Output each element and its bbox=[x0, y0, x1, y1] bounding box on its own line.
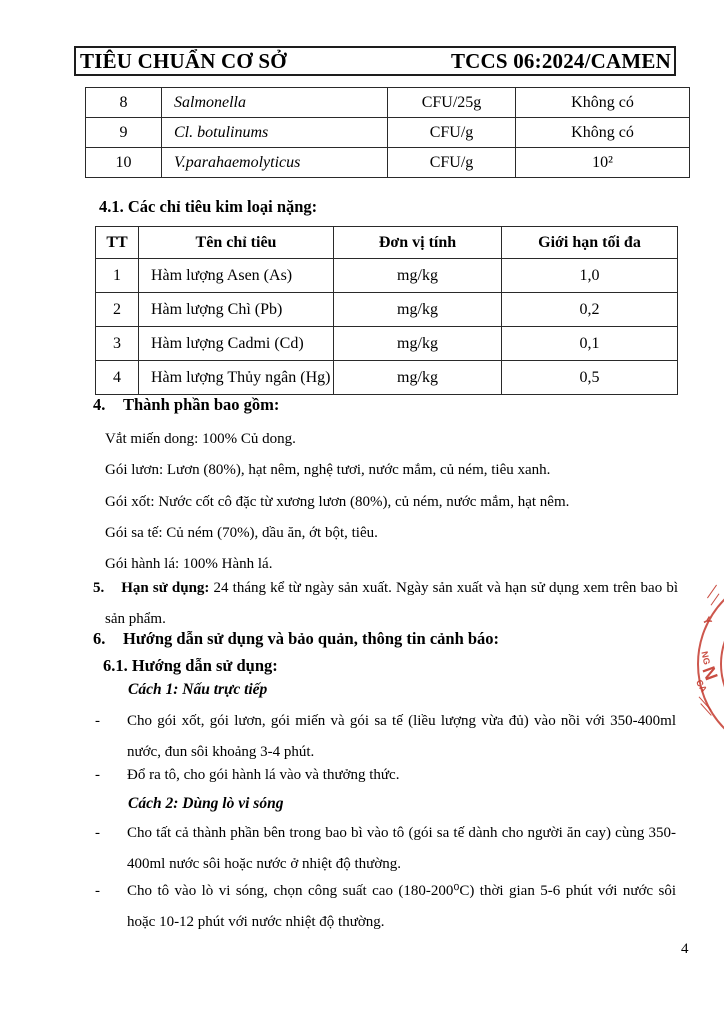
heading-6 bbox=[93, 629, 499, 649]
cell-limit: 0,1 bbox=[502, 327, 678, 361]
cell-unit: mg/kg bbox=[334, 327, 502, 361]
dash-bullet: - bbox=[95, 767, 100, 783]
seal-letter: NG bbox=[699, 650, 713, 666]
cell-tt: 1 bbox=[96, 259, 139, 293]
header-criterion: Tên chỉ tiêu bbox=[139, 227, 334, 259]
bullet-item bbox=[95, 706, 676, 767]
cell-limit: 0,2 bbox=[502, 293, 678, 327]
table-row bbox=[86, 118, 690, 148]
heading-4-1: 4.1. Các chỉ tiêu kim loại nặng: bbox=[99, 197, 318, 216]
cell-tt: 9 bbox=[86, 118, 162, 148]
bullet-text: Cho tô vào lò vi sóng, chọn công suất cao (180-200⁰C) thời gian 5-6 phút với nước sôi hoặc 10-12 phút với nước nhiệt độ thường. bbox=[127, 883, 676, 930]
list-item: Gói sa tế: Củ ném (70%), dầu ăn, ớt bột, tiêu. bbox=[105, 524, 378, 541]
dash-bullet: - bbox=[95, 713, 100, 729]
company-seal-fragment bbox=[694, 577, 724, 743]
dash-bullet: - bbox=[95, 825, 100, 841]
header-limit: Giới hạn tối đa bbox=[502, 227, 678, 259]
table-row bbox=[86, 88, 690, 118]
microbiology-table bbox=[85, 87, 690, 178]
cell-unit: CFU/g bbox=[388, 148, 516, 178]
table-row bbox=[96, 327, 678, 361]
cell-limit: Không có bbox=[516, 118, 690, 148]
standard-code: TCCS 06:2024/CAMEN bbox=[450, 48, 671, 73]
cell-unit: mg/kg bbox=[334, 293, 502, 327]
list-item: Vắt miến dong: 100% Củ dong. bbox=[105, 431, 296, 447]
table-row bbox=[96, 259, 678, 293]
bullet-text: Cho gói xốt, gói lươn, gói miến và gói sa tế (liều lượng vừa đủ) vào nồi với 350-400ml nước, đun sôi khoảng 3-4 phút. bbox=[127, 713, 676, 760]
heading-6-1: 6.1. Hướng dẫn sử dụng: bbox=[103, 656, 278, 675]
cell-unit: CFU/25g bbox=[388, 88, 516, 118]
cell-limit: Không có bbox=[516, 88, 690, 118]
cell-criterion: V.parahaemolyticus bbox=[162, 148, 388, 178]
bullet-item bbox=[95, 818, 676, 879]
page-number: 4 bbox=[681, 941, 689, 957]
cell-tt: 10 bbox=[86, 148, 162, 178]
bullet-text: Đổ ra tô, cho gói hành lá vào và thưởng thức. bbox=[127, 767, 400, 783]
header-unit: Đơn vị tính bbox=[334, 227, 502, 259]
section-text: 24 tháng kể từ ngày sản xuất. Ngày sản xuất và hạn sử dụng xem trên bao bì sản phẩm. bbox=[105, 580, 678, 627]
section-number: 6. bbox=[93, 629, 106, 648]
method-2-title: Cách 2: Dùng lò vi sóng bbox=[128, 795, 284, 812]
section-title: Thành phần bao gồm: bbox=[123, 395, 280, 414]
section-number: 4. bbox=[93, 395, 106, 414]
cell-criterion: Cl. botulinums bbox=[162, 118, 388, 148]
dash-bullet: - bbox=[95, 883, 100, 899]
heavy-metals-table bbox=[95, 226, 678, 395]
method-1-title: Cách 1: Nấu trực tiếp bbox=[128, 681, 268, 698]
section-number: 5. bbox=[93, 580, 105, 596]
list-item: Gói hành lá: 100% Hành lá. bbox=[105, 556, 273, 573]
section-title: Hướng dẫn sử dụng và bảo quản, thông tin cảnh báo: bbox=[123, 629, 500, 648]
ingredients-list bbox=[105, 424, 680, 580]
cell-unit: mg/kg bbox=[334, 361, 502, 395]
list-item: Gói xốt: Nước cốt cô đặc từ xương lươn (80%), củ ném, nước mắm, hạt nêm. bbox=[105, 493, 570, 510]
table-row bbox=[96, 293, 678, 327]
cell-limit: 10² bbox=[516, 148, 690, 178]
bullet-text: Cho tất cả thành phần bên trong bao bì vào tô (gói sa tế dành cho người ăn cay) cùng 350-400ml nước sôi hoặc nước ở nhiệt độ thường. bbox=[127, 825, 676, 872]
cell-unit: mg/kg bbox=[334, 259, 502, 293]
header-tt: TT bbox=[96, 227, 139, 259]
heading-4 bbox=[93, 395, 279, 415]
seal-letter: Y bbox=[699, 614, 714, 628]
list-item: Gói lươn: Lươn (80%), hạt nêm, nghệ tươi, nước mắm, củ ném, tiêu xanh. bbox=[105, 462, 551, 479]
cell-tt: 8 bbox=[86, 88, 162, 118]
cell-criterion: Hàm lượng Asen (As) bbox=[139, 259, 334, 293]
cell-criterion: Hàm lượng Cadmi (Cd) bbox=[139, 327, 334, 361]
seal-letter: CA bbox=[694, 677, 710, 695]
cell-tt: 2 bbox=[96, 293, 139, 327]
table-row bbox=[86, 148, 690, 178]
cell-limit: 1,0 bbox=[502, 259, 678, 293]
cell-limit: 0,5 bbox=[502, 361, 678, 395]
cell-tt: 4 bbox=[96, 361, 139, 395]
cell-criterion: Hàm lượng Chì (Pb) bbox=[139, 293, 334, 327]
seal-letter: N bbox=[698, 663, 722, 683]
document-title: TIÊU CHUẨN CƠ SỞ bbox=[80, 48, 287, 73]
table-header-row bbox=[96, 227, 678, 259]
bullet-item bbox=[95, 876, 676, 937]
document-header bbox=[74, 46, 676, 76]
table-row bbox=[96, 361, 678, 395]
cell-criterion: Hàm lượng Thủy ngân (Hg) bbox=[139, 361, 334, 395]
cell-unit: CFU/g bbox=[388, 118, 516, 148]
section-title: Hạn sử dụng: bbox=[121, 580, 210, 596]
cell-tt: 3 bbox=[96, 327, 139, 361]
section-5-paragraph bbox=[93, 573, 678, 635]
cell-criterion: Salmonella bbox=[162, 88, 388, 118]
bullet-item bbox=[95, 760, 676, 791]
